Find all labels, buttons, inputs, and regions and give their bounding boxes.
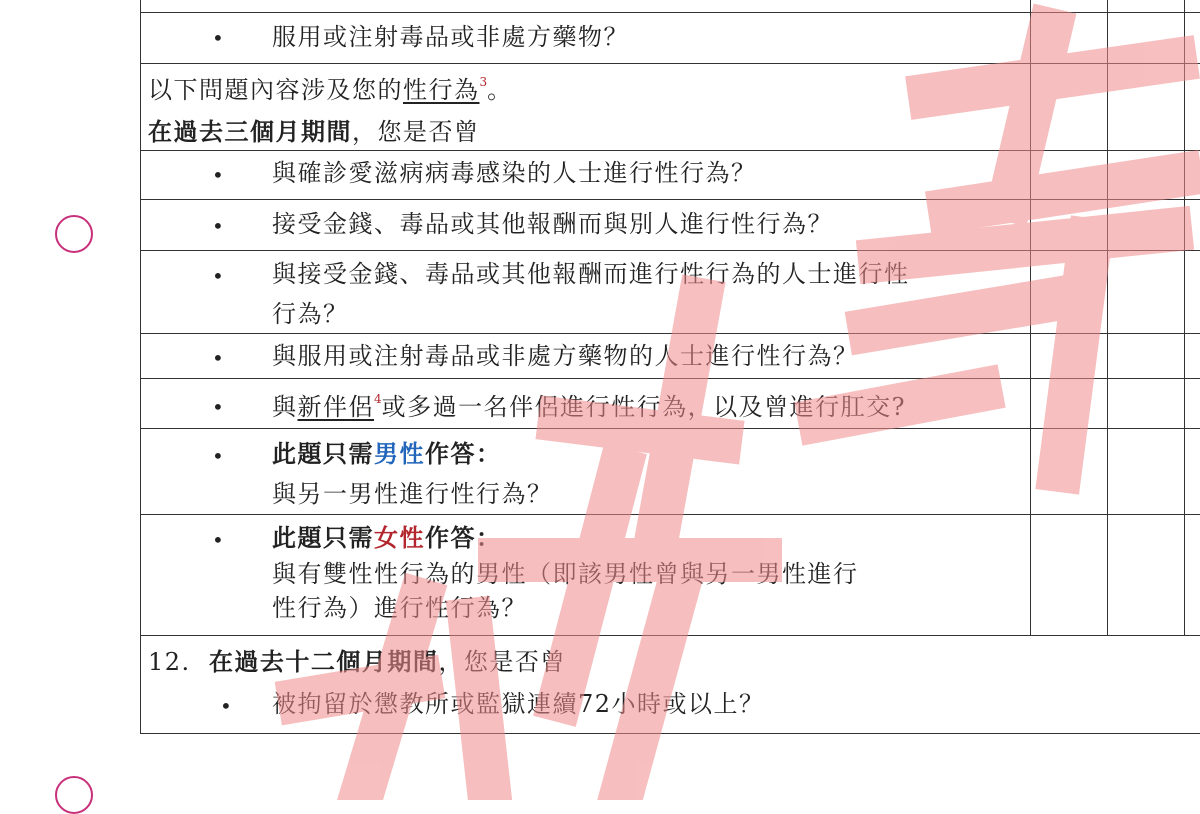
question-bisexual-male-line2: 性行為）進行性行為？ [272,594,527,622]
question-detention: 被拘留於懲教所或監獄連續72小時或以上？ [272,690,765,718]
table-border [140,378,1200,379]
hole-punch-mark [55,776,93,814]
table-border [1030,0,1031,635]
table-border [140,514,1200,515]
bullet-icon: • [212,395,224,419]
gender-female: 女性 [374,523,425,552]
table-border [140,12,1200,13]
footnote-ref-4: 4 [374,392,382,406]
table-border [140,333,1200,334]
question-drug-using-partner: 與服用或注射毒品或非處方藥物的人士進行性行為？ [272,342,859,370]
section-intro: 以下問題內容涉及您的性行為$^3$。 [148,75,513,104]
question-new-partner: 與新伴侶$^4$或多過一名伴侶進行性行為，以及曾進行肛交? [272,392,907,421]
table-border [140,428,1200,429]
bullet-icon: • [212,528,224,552]
bullet-icon: • [220,694,232,718]
bullet-icon: • [212,163,224,187]
table-border [1107,0,1108,635]
term-new-partner: 新伴侶 [297,393,374,421]
table-border [140,733,1200,734]
question-paying-partner-line1: 與接受金錢、毒品或其他報酬而進行性行為的人士進行性 [272,260,910,288]
table-border [140,199,1200,200]
table-border [140,150,1200,151]
question-drugs: 服用或注射毒品或非處方藥物？ [272,23,629,51]
female-only-note: 此題只需女性作答： [272,523,502,552]
table-border [140,63,1200,64]
footnote-ref-3: 3 [479,75,488,89]
bullet-icon: • [212,444,224,468]
question-hiv-partner: 與確診愛滋病病毒感染的人士進行性行為？ [272,159,757,187]
question-paying-partner-line2: 行為？ [272,300,349,328]
table-border [140,250,1200,251]
question-male-male: 與另一男性進行性行為？ [272,480,553,508]
gender-male: 男性 [374,439,425,468]
bullet-icon: • [212,26,224,50]
table-border [140,0,141,733]
male-only-note: 此題只需男性作答： [272,439,502,468]
table-border [1184,0,1185,635]
bullet-icon: • [212,214,224,238]
question-paid-sex: 接受金錢、毒品或其他報酬而與別人進行性行為？ [272,210,833,238]
hole-punch-mark [55,215,93,253]
table-border [140,635,1200,636]
question-12-heading: 12. 在過去十二個月期間，您是否曾 [148,647,566,676]
term-sexual-behaviour: 性行為 [403,76,480,104]
period-heading: 在過去三個月期間，您是否曾 [148,117,480,146]
bullet-icon: • [212,264,224,288]
bullet-icon: • [212,346,224,370]
question-bisexual-male-line1: 與有雙性性行為的男性（即該男性曾與另一男性進行 [272,560,859,588]
